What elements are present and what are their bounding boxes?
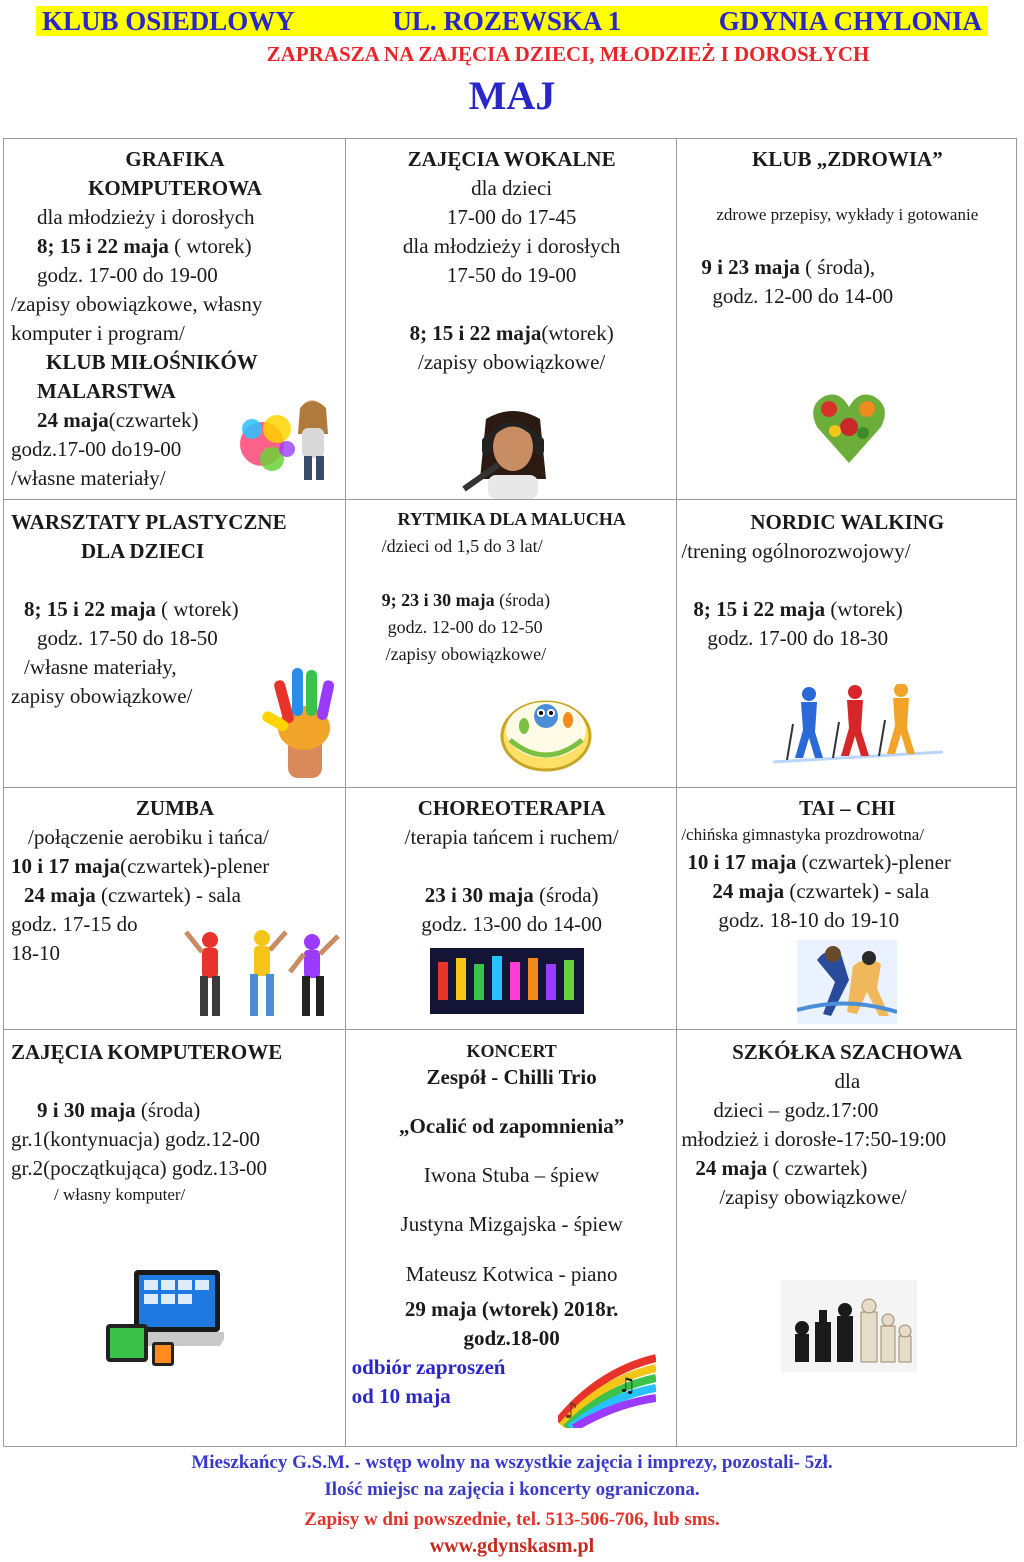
malarstwa-note: /własne materiały/	[11, 466, 166, 490]
malarstwa-title-2: MALARSTWA	[37, 379, 176, 403]
koncert-invite: odbiór zaproszeń	[351, 1355, 506, 1379]
choreo-dates: 23 i 30 maja (środa)	[424, 883, 599, 907]
zdrowie-title: KLUB „ZDROWIA”	[751, 147, 943, 171]
cell-choreoterapia	[345, 788, 677, 1030]
painting-girl-image	[232, 394, 344, 482]
zumba-hours-2: 18-10	[11, 941, 60, 965]
malarstwa-hours: godz.17-00 do19-00	[11, 437, 182, 461]
malarstwa-date: 24 maja(czwartek)	[37, 408, 199, 432]
wokalne-dates: 8; 15 i 22 maja(wtorek)	[409, 321, 614, 345]
club-city: GDYNIA CHYLONIA	[718, 6, 982, 36]
zumba-date-1: 10 i 17 maja(czwartek)-plener	[11, 854, 270, 878]
koncert-band: Zespół - Chilli Trio	[426, 1065, 597, 1089]
wokalne-kids: dla dzieci	[471, 176, 553, 200]
zumba-hours: godz. 17-15 do	[11, 912, 138, 936]
szachy-kids: dzieci – godz.17:00	[713, 1098, 879, 1122]
malarstwa-title: KLUB MIŁOŚNIKÓW	[46, 350, 258, 374]
koncert-title: KONCERT	[466, 1041, 557, 1061]
zumba-date-2: 24 maja (czwartek) - sala	[24, 883, 241, 907]
wokalne-title: ZAJĘCIA WOKALNE	[407, 147, 616, 171]
plastyczne-title: WARSZTATY PLASTYCZNE	[11, 510, 287, 534]
koncert-date: 29 maja (wtorek) 2018r.	[404, 1297, 619, 1321]
komputerowe-title: ZAJĘCIA KOMPUTEROWE	[11, 1040, 283, 1064]
chess-pieces-image	[781, 1280, 917, 1372]
grafika-audience: dla młodzieży i dorosłych	[37, 205, 255, 229]
plastyczne-hours: godz. 17-50 do 18-50	[37, 626, 218, 650]
komputerowe-note: / własny komputer/	[54, 1185, 186, 1204]
taichi-desc: /chińska gimnastyka prozdrowotna/	[681, 825, 924, 844]
rytmika-dates: 9; 23 i 30 maja (środa)	[381, 590, 551, 610]
szachy-adults: młodzież i dorosłe-17:50-19:00	[681, 1127, 947, 1151]
cell-taichi	[677, 788, 1017, 1030]
taichi-hours: godz. 18-10 do 19-10	[718, 908, 900, 932]
taichi-date-2: 24 maja (czwartek) - sala	[712, 879, 930, 903]
grafika-dates: 8; 15 i 22 maja ( wtorek)	[37, 234, 252, 258]
zumba-desc: /połączenie aerobiku i tańca/	[28, 825, 269, 849]
szachy-note: /zapisy obowiązkowe/	[719, 1185, 907, 1209]
nordic-walkers-image	[773, 684, 943, 766]
cell-rytmika	[345, 500, 677, 788]
computer-devices-image	[104, 1268, 224, 1368]
plastyczne-dates: 8; 15 i 22 maja ( wtorek)	[24, 597, 239, 621]
painted-hand-image	[258, 660, 348, 780]
zdrowie-dates: 9 i 23 maja ( środa),	[701, 255, 876, 279]
komputerowe-group-2: gr.2(początkująca) godz.13-00	[11, 1156, 267, 1180]
zumba-title: ZUMBA	[135, 796, 215, 820]
cell-wokalne	[345, 139, 677, 500]
nordic-dates: 8; 15 i 22 maja (wtorek)	[693, 597, 903, 621]
footer-line-3: Zapisy w dni powszednie, tel. 513-506-706, lub sms.	[304, 1509, 720, 1530]
zdrowie-hours: godz. 12-00 do 14-00	[712, 284, 894, 308]
singer-image	[458, 409, 568, 499]
grafika-title: GRAFIKA	[125, 147, 225, 171]
cell-zdrowie	[677, 139, 1017, 500]
nordic-title: NORDIC WALKING	[750, 510, 945, 534]
footer-line-1: Mieszkańcy G.S.M. - wstęp wolny na wszystkie zajęcia i imprezy, pozostali- 5zł.	[191, 1452, 833, 1473]
website-link[interactable]: www.gdynskasm.pl	[429, 1535, 595, 1557]
rytmika-hours: godz. 12-00 do 12-50	[387, 617, 543, 637]
rytmika-note: /zapisy obowiązkowe/	[385, 644, 547, 664]
koncert-invite-2: od 10 maja	[351, 1384, 451, 1408]
komputerowe-dates: 9 i 30 maja (środa)	[37, 1098, 201, 1122]
grafika-title-2: KOMPUTEROWA	[88, 176, 262, 200]
rytmika-title: RYTMIKA DLA MALUCHA	[397, 509, 626, 529]
club-address: UL. ROZEWSKA 1	[392, 6, 622, 36]
koncert-performer-3: Mateusz Kotwica - piano	[405, 1262, 618, 1286]
koncert-hours: godz.18-00	[463, 1326, 560, 1350]
cell-zumba	[4, 788, 346, 1030]
koncert-name: „Ocalić od zapomnienia”	[399, 1114, 625, 1138]
szachy-for: dla	[834, 1069, 861, 1093]
plastyczne-note-2: zapisy obowiązkowe/	[11, 684, 193, 708]
zumba-dancers-image	[182, 928, 342, 1020]
tai-chi-image	[797, 940, 897, 1024]
zdrowie-desc: zdrowe przepisy, wykłady i gotowanie	[716, 205, 979, 224]
cell-plastyczne	[4, 500, 346, 788]
wokalne-adults-hours: 17-50 do 19-00	[446, 263, 577, 287]
taichi-title: TAI – CHI	[799, 796, 896, 820]
koncert-performer-2: Justyna Mizgajska - śpiew	[400, 1212, 623, 1236]
grafika-note-2: komputer i program/	[11, 321, 185, 345]
koncert-performer-1: Iwona Stuba – śpiew	[423, 1163, 600, 1187]
header-bar	[36, 6, 988, 36]
choreo-desc: /terapia tańcem i ruchem/	[404, 825, 619, 849]
cell-szachy	[677, 1030, 1017, 1447]
dancing-silhouettes-image	[430, 948, 584, 1014]
szachy-date: 24 maja ( czwartek)	[695, 1156, 868, 1180]
invite-subtitle: ZAPRASZA NA ZAJĘCIA DZIECI, MŁODZIEŻ I DOROSŁYCH	[266, 42, 870, 66]
taichi-date-1: 10 i 17 maja (czwartek)-plener	[687, 850, 951, 874]
cell-grafika	[4, 139, 346, 500]
cell-nordic	[677, 500, 1017, 788]
plastyczne-title-2: DLA DZIECI	[81, 539, 205, 563]
svg-text:♪: ♪	[563, 1399, 578, 1424]
grafika-note: /zapisy obowiązkowe, własny	[11, 292, 263, 316]
choreo-title: CHOREOTERAPIA	[417, 796, 606, 820]
wokalne-note: /zapisy obowiązkowe/	[418, 350, 606, 374]
cell-komputerowe	[4, 1030, 346, 1447]
svg-text:♫: ♫	[617, 1373, 636, 1397]
footer-line-2: Ilość miejsc na zajęcia i koncerty ograniczona.	[324, 1479, 700, 1500]
tambourine-image	[496, 680, 596, 776]
nordic-hours: godz. 17-00 do 18-30	[707, 626, 889, 650]
rytmika-age: /dzieci od 1,5 do 3 lat/	[381, 536, 543, 556]
nordic-desc: /trening ogólnorozwojowy/	[681, 539, 911, 563]
komputerowe-group-1: gr.1(kontynuacja) godz.12-00	[11, 1127, 261, 1151]
wokalne-kids-hours: 17-00 do 17-45	[446, 205, 577, 229]
cell-koncert	[345, 1030, 677, 1447]
month-title: MAJ	[468, 73, 556, 118]
grafika-hours: godz. 17-00 do 19-00	[37, 263, 218, 287]
club-name: KLUB OSIEDLOWY	[42, 6, 295, 36]
music-notes-image	[558, 1352, 656, 1428]
choreo-hours: godz. 13-00 do 14-00	[421, 912, 603, 936]
schedule-table	[3, 138, 1017, 1447]
wokalne-adults: dla młodzieży i dorosłych	[402, 234, 621, 258]
vegetable-heart-image	[809, 387, 889, 467]
szachy-title: SZKÓŁKA SZACHOWA	[732, 1040, 963, 1064]
plastyczne-note: /własne materiały,	[24, 655, 177, 679]
